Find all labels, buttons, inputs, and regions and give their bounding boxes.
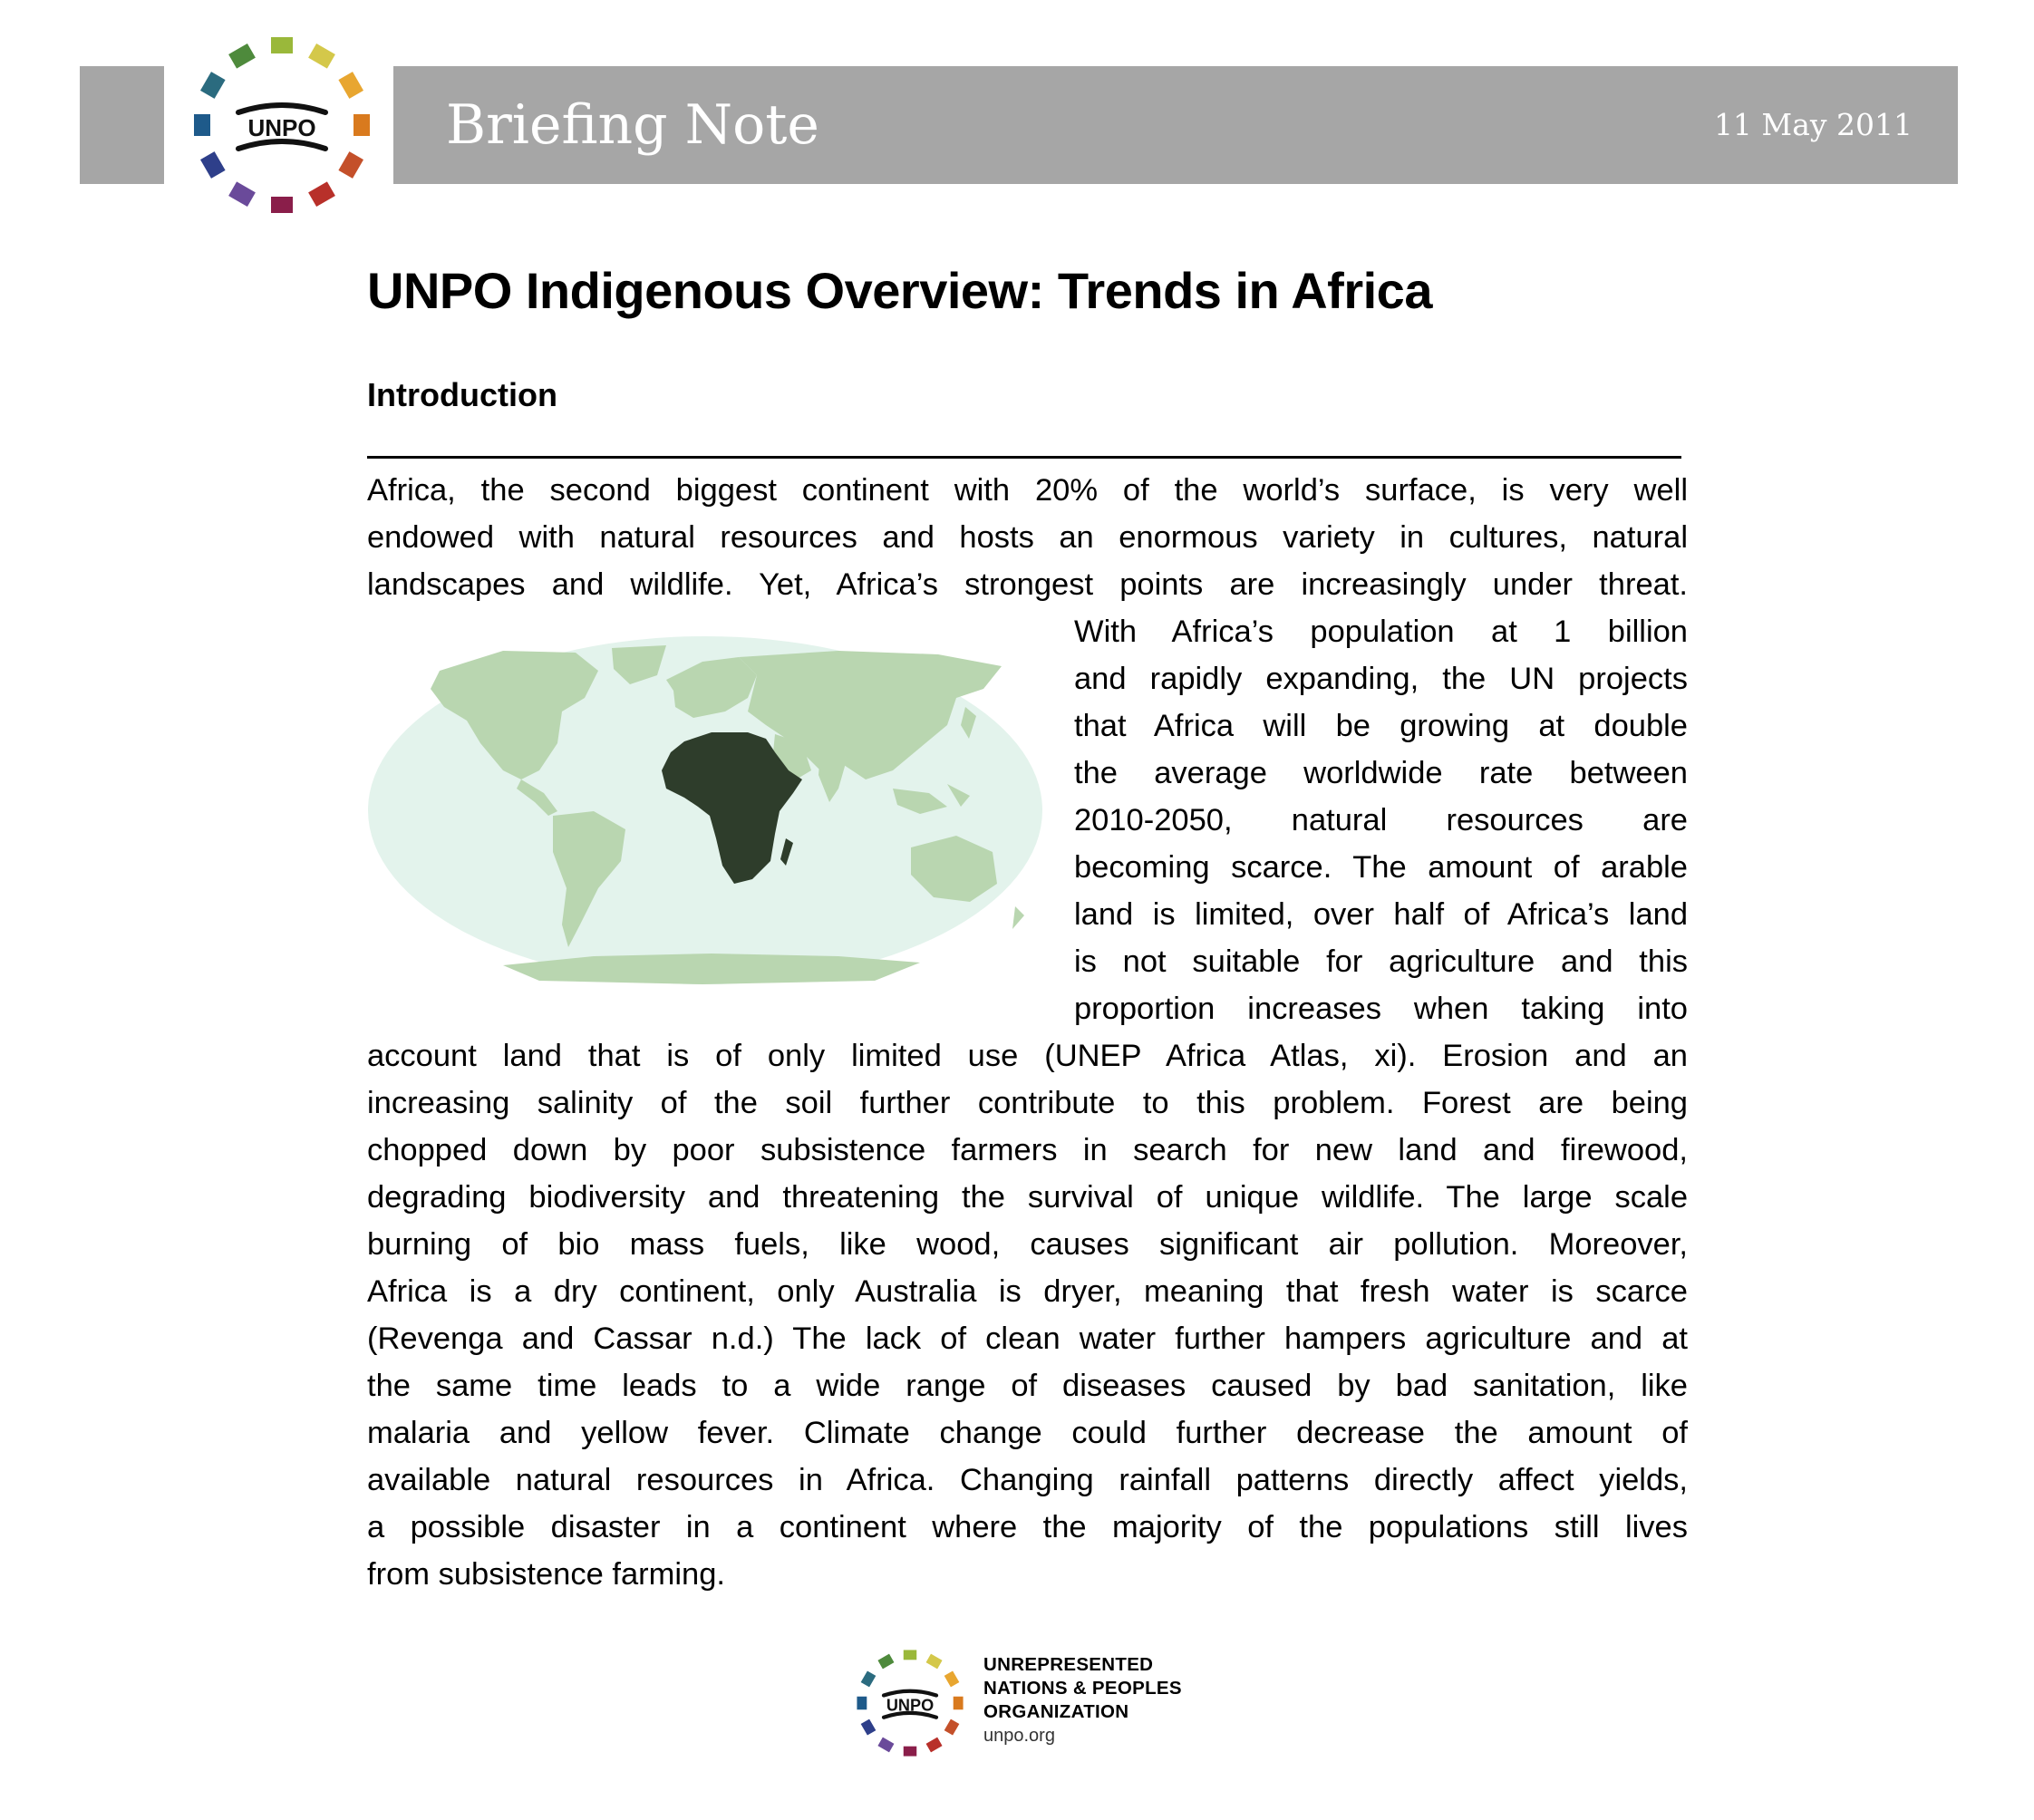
- paragraph-line: that Africa will be growing at double: [1074, 709, 1688, 743]
- paragraph-line: chopped down by poor subsistence farmers in search for new land and firewood,: [367, 1133, 1688, 1167]
- logo-ring-segment: [877, 1738, 894, 1753]
- paragraph-line: account land that is of only limited use (UNEP Africa Atlas, xi). Erosion and an: [367, 1039, 1688, 1073]
- logo-ring-segment: [861, 1719, 877, 1736]
- paragraph-line: burning of bio mass fuels, like wood, causes significant air pollution. Moreover,: [367, 1227, 1688, 1262]
- logo-ring-segment: [944, 1719, 960, 1736]
- footer-org-line: UNREPRESENTED: [983, 1654, 1154, 1675]
- paragraph-line: landscapes and wildlife. Yet, Africa’s strongest points are increasingly under threat.: [367, 567, 1688, 602]
- footer-url: unpo.org: [983, 1726, 1055, 1746]
- world-map-africa-highlighted: [367, 634, 1043, 986]
- unpo-logo: [186, 29, 378, 221]
- footer-org-line: ORGANIZATION: [983, 1701, 1129, 1722]
- footer-unpo-logo: [852, 1645, 968, 1761]
- logo-ring-segment: [861, 1670, 877, 1687]
- logo-ring-segment: [877, 1654, 894, 1670]
- footer-org-line: NATIONS & PEOPLES: [983, 1678, 1182, 1699]
- footer-org-name: [983, 1653, 1182, 1747]
- paragraph-line: a possible disaster in a continent where the majority of the populations still lives: [367, 1510, 1688, 1544]
- paragraph-line: available natural resources in Africa. Changing rainfall patterns directly affect yields,: [367, 1463, 1688, 1497]
- logo-ring-segment: [271, 197, 293, 213]
- paragraph-line: the average worldwide rate between: [1074, 756, 1688, 790]
- paragraph-line: and rapidly expanding, the UN projects: [1074, 662, 1688, 696]
- paragraph-line: malaria and yellow fever. Climate change could further decrease the amount of: [367, 1416, 1688, 1450]
- logo-ring-segment: [904, 1747, 916, 1757]
- paragraph-line: proportion increases when taking into: [1074, 992, 1688, 1026]
- footer-logo-text: UNPO: [886, 1696, 935, 1715]
- paragraph-line: degrading biodiversity and threatening the survival of unique wildlife. The large scale: [367, 1180, 1688, 1215]
- paragraph-line: Africa, the second biggest continent with 20% of the world’s surface, is very well: [367, 473, 1688, 508]
- paragraph-line: With Africa’s population at 1 billion: [1074, 615, 1688, 649]
- paragraph-line: 2010-2050, natural resources are: [1074, 803, 1688, 837]
- logo-ring-segment: [926, 1738, 943, 1753]
- logo-ring-segment: [954, 1697, 964, 1709]
- header-date: 11 May 2011: [1713, 107, 1913, 142]
- paragraph-line: becoming scarce. The amount of arable: [1074, 850, 1688, 885]
- paragraph-line: from subsistence farming.: [367, 1557, 725, 1592]
- document-title: UNPO Indigenous Overview: Trends in Africa: [367, 262, 1432, 319]
- header-left-block: [80, 66, 164, 184]
- logo-ring-segment: [926, 1654, 943, 1670]
- logo-ring-segment: [194, 114, 210, 136]
- paragraph-line: (Revenga and Cassar n.d.) The lack of clean water further hampers agriculture and at: [367, 1321, 1688, 1356]
- section-divider: [367, 456, 1681, 459]
- logo-ring-segment: [944, 1670, 960, 1687]
- logo-ring-segment: [904, 1650, 916, 1660]
- header-title: Briefing Note: [446, 93, 819, 157]
- header-bar: [393, 66, 1958, 184]
- paragraph-line: increasing salinity of the soil further contribute to this problem. Forest are being: [367, 1086, 1688, 1120]
- paragraph-line: the same time leads to a wide range of diseases caused by bad sanitation, like: [367, 1369, 1688, 1403]
- section-heading: Introduction: [367, 376, 557, 413]
- paragraph-line: land is limited, over half of Africa’s land: [1074, 897, 1688, 932]
- logo-text: UNPO: [247, 114, 316, 141]
- logo-ring-segment: [271, 37, 293, 53]
- paragraph-line: is not suitable for agriculture and this: [1074, 944, 1688, 979]
- logo-ring-segment: [354, 114, 370, 136]
- paragraph-line: endowed with natural resources and hosts an enormous variety in cultures, natural: [367, 520, 1688, 555]
- logo-ring-segment: [857, 1697, 867, 1709]
- paragraph-line: Africa is a dry continent, only Australia is dryer, meaning that fresh water is scarce: [367, 1274, 1688, 1309]
